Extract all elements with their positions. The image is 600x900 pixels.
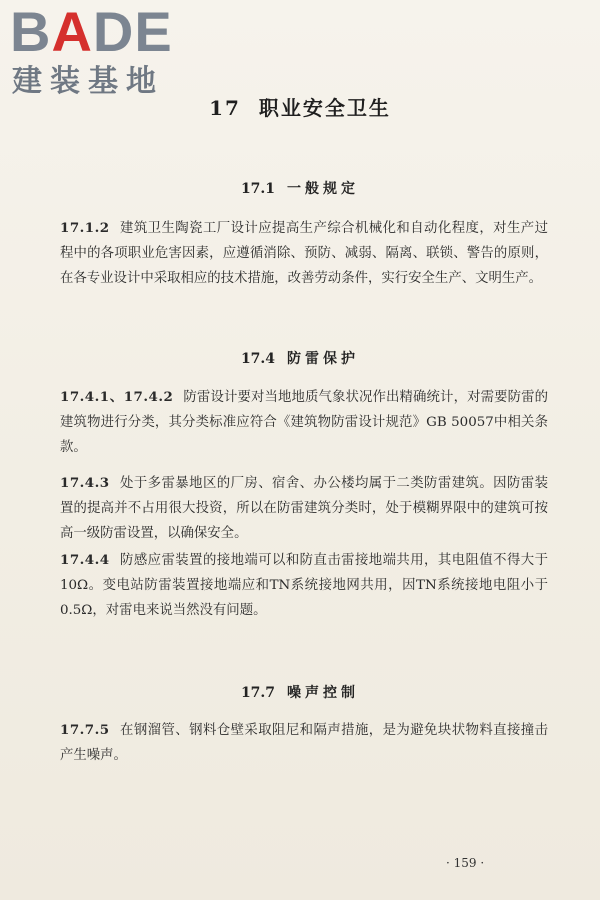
clause-text: 在钢溜管、钢料仓壁采取阻尼和隔声措施，是为避免块状物料直接撞击产生噪声。: [60, 723, 548, 763]
section-title: 一般规定: [287, 181, 360, 197]
clause-text: 防雷设计要对当地地质气象状况作出精确统计，对需要防雷的建筑物进行分类，其分类标准应符合《建筑物防雷设计规范》GB 50057中相关条款。: [60, 390, 548, 455]
clause-text: 防感应雷装置的接地端可以和防直击雷接地端共用，其电阻值不得大于10Ω。变电站防雷装置接地端应和TN系统接地网共用，因TN系统接地电阻小于0.5Ω，对雷电来说当然没有问题。: [60, 553, 548, 618]
logo-letter-b: B: [10, 0, 52, 63]
clause-17-4-1-2: [60, 385, 548, 460]
section-heading-17-4: [0, 348, 600, 368]
clause-text: 建筑卫生陶瓷工厂设计应提高生产综合机械化和自动化程度，对生产过程中的各项职业危害因素，应遵循消除、预防、减弱、隔离、联锁、警告的原则，在各专业设计中采取相应的技术措施，改善劳动条件，实行安全生产、文明生产。: [60, 221, 548, 286]
clause-number: 17.4.1、17.4.2: [60, 389, 174, 405]
section-heading-17-1: [0, 178, 600, 198]
clause-17-7-5: [60, 718, 548, 768]
page-number: · 159 ·: [446, 856, 485, 870]
section-title: 噪声控制: [287, 685, 360, 701]
chapter-title: [0, 92, 600, 121]
section-title: 防雷保护: [287, 351, 360, 367]
chapter-number: 17: [209, 96, 241, 120]
section-number: 17.4: [240, 351, 276, 367]
clause-number: 17.7.5: [60, 722, 110, 738]
logo-letter-a: A: [51, 0, 93, 63]
logo-subtitle: 建装基地: [12, 64, 164, 99]
clause-17-1-2: [60, 216, 548, 291]
logo-letters-de: DE: [92, 0, 173, 63]
section-number: 17.7: [240, 685, 276, 701]
clause-17-4-3: [60, 471, 548, 546]
section-number: 17.1: [240, 181, 276, 197]
clause-number: 17.1.2: [60, 220, 110, 236]
clause-number: 17.4.3: [60, 475, 110, 491]
clause-number: 17.4.4: [60, 552, 110, 568]
clause-text: 处于多雷暴地区的厂房、宿舍、办公楼均属于二类防雷建筑。因防雷装置的提高并不占用很大投资，所以在防雷建筑分类时，处于模糊界限中的建筑可按高一级防雷设置，以确保安全。: [60, 476, 548, 541]
section-heading-17-7: [0, 682, 600, 702]
clause-17-4-4: [60, 548, 548, 623]
logo-wordmark: [10, 0, 173, 63]
chapter-heading: 职业安全卫生: [258, 96, 391, 120]
